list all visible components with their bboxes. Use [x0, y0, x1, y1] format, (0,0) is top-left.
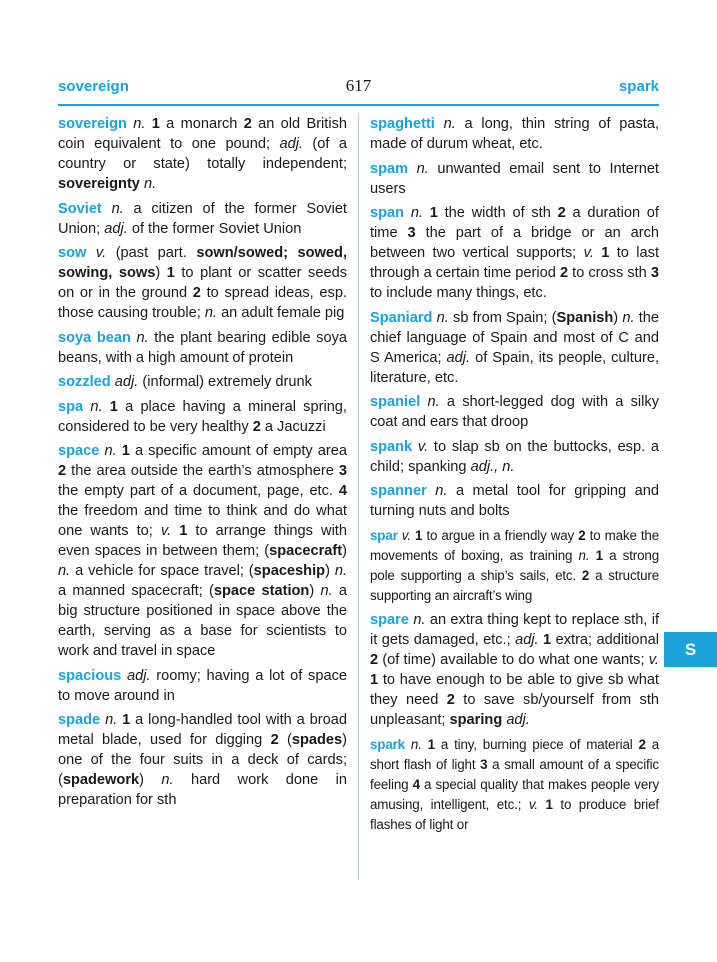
entry-spa: spa n. 1 a place having a mineral spring, considered to be very healthy 2 a Jacuzzi [58, 398, 347, 435]
entry-spar: spar v. 1 to argue in a friendly way 2 to make the movements of boxing, as training n. 1 a strong pole supporting a ship’s sails, etc. 2 a structure supporting an aircraft’s wing [370, 527, 660, 603]
guide-word-left: sovereign [58, 78, 129, 95]
entry-soya-bean: soya bean n. the plant bearing edible soya beans, with a high amount of protein [58, 329, 347, 366]
entry-soviet: Soviet n. a citizen of the former Soviet Union; adj. of the former Soviet Union [58, 200, 347, 237]
entry-sovereign: sovereign n. 1 a monarch 2 an old British coin equivalent to one pound; adj. (of a country or state) totally independent; sovereignty n. [58, 116, 348, 192]
entry-span: span n. 1 the width of sth 2 a duration of time 3 the part of a bridge or an arch between two vertical supports; v. 1 to last through a certain time period 2 to cross sth 3 to include many things, etc. [370, 205, 660, 301]
entry-sow: sow v. (past part. sown/sowed; sowed, sowing, sows) 1 to plant or scatter seeds on or in the ground 2 to spread ideas, esp. those causing trouble; n. an adult female pig [58, 245, 347, 321]
entry-spade: spade n. 1 a long-handled tool with a broad metal blade, used for digging 2 (spades) one of the four suits in a deck of cards; (spadework) n. hard work done in preparation for sth [58, 712, 347, 808]
running-header [58, 76, 659, 100]
entry-spaniard: Spaniard n. sb from Spain; (Spanish) n. the chief language of Spain and most of C and S America; adj. of Spain, its people, culture, literature, etc. [370, 309, 660, 386]
entry-spacious: spacious adj. roomy; having a lot of space to move around in [58, 667, 348, 704]
column-divider [358, 114, 359, 880]
header-rule [58, 104, 659, 106]
thumb-index-tab: S [664, 632, 717, 667]
page-number: 617 [345, 76, 372, 95]
entry-spanner: spanner n. a metal tool for gripping and turning nuts and bolts [370, 483, 660, 519]
entry-space: space n. 1 a specific amount of empty area 2 the area outside the earth’s atmosphere 3 the empty part of a document, page, etc. 4 the freedom and time to think and do what one wants to; v. 1 to arrange things with even spaces in between them; (spacecraft) n. a vehicle for space travel; (spaceship) n. a manned spacecraft; (space station) n. a big structure positioned in space above the earth, serving as a base for scientists to work and travel in space [58, 443, 347, 659]
entry-spaghetti: spaghetti n. a long, thin string of pasta, made of durum wheat, etc. [370, 116, 660, 152]
left-column [58, 114, 347, 815]
entry-spam: spam n. unwanted email sent to Internet users [370, 160, 659, 197]
guide-word-right: spark [618, 78, 659, 95]
entry-spark: spark n. 1 a tiny, burning piece of material 2 a short flash of light 3 a small amount of a specific feeling 4 a special quality that makes people very amusing, intelligent, etc.; v. 1 to produce brief flashes of light or [370, 736, 660, 832]
entry-spaniel: spaniel n. a short-legged dog with a silky coat and ears that droop [370, 394, 659, 430]
entry-spare: spare n. an extra thing kept to replace sth, if it gets damaged, etc.; adj. 1 extra; additional 2 (of time) available to do what one wants; v. 1 to have enough to be able to give sb what they need 2 to save sb/yourself from sth unpleasant; sparing adj. [370, 612, 660, 728]
entry-spank: spank v. to slap sb on the buttocks, esp. a child; spanking adj., n. [370, 438, 659, 475]
entry-sozzled: sozzled adj. (informal) extremely drunk [58, 374, 312, 390]
right-column [370, 114, 659, 839]
